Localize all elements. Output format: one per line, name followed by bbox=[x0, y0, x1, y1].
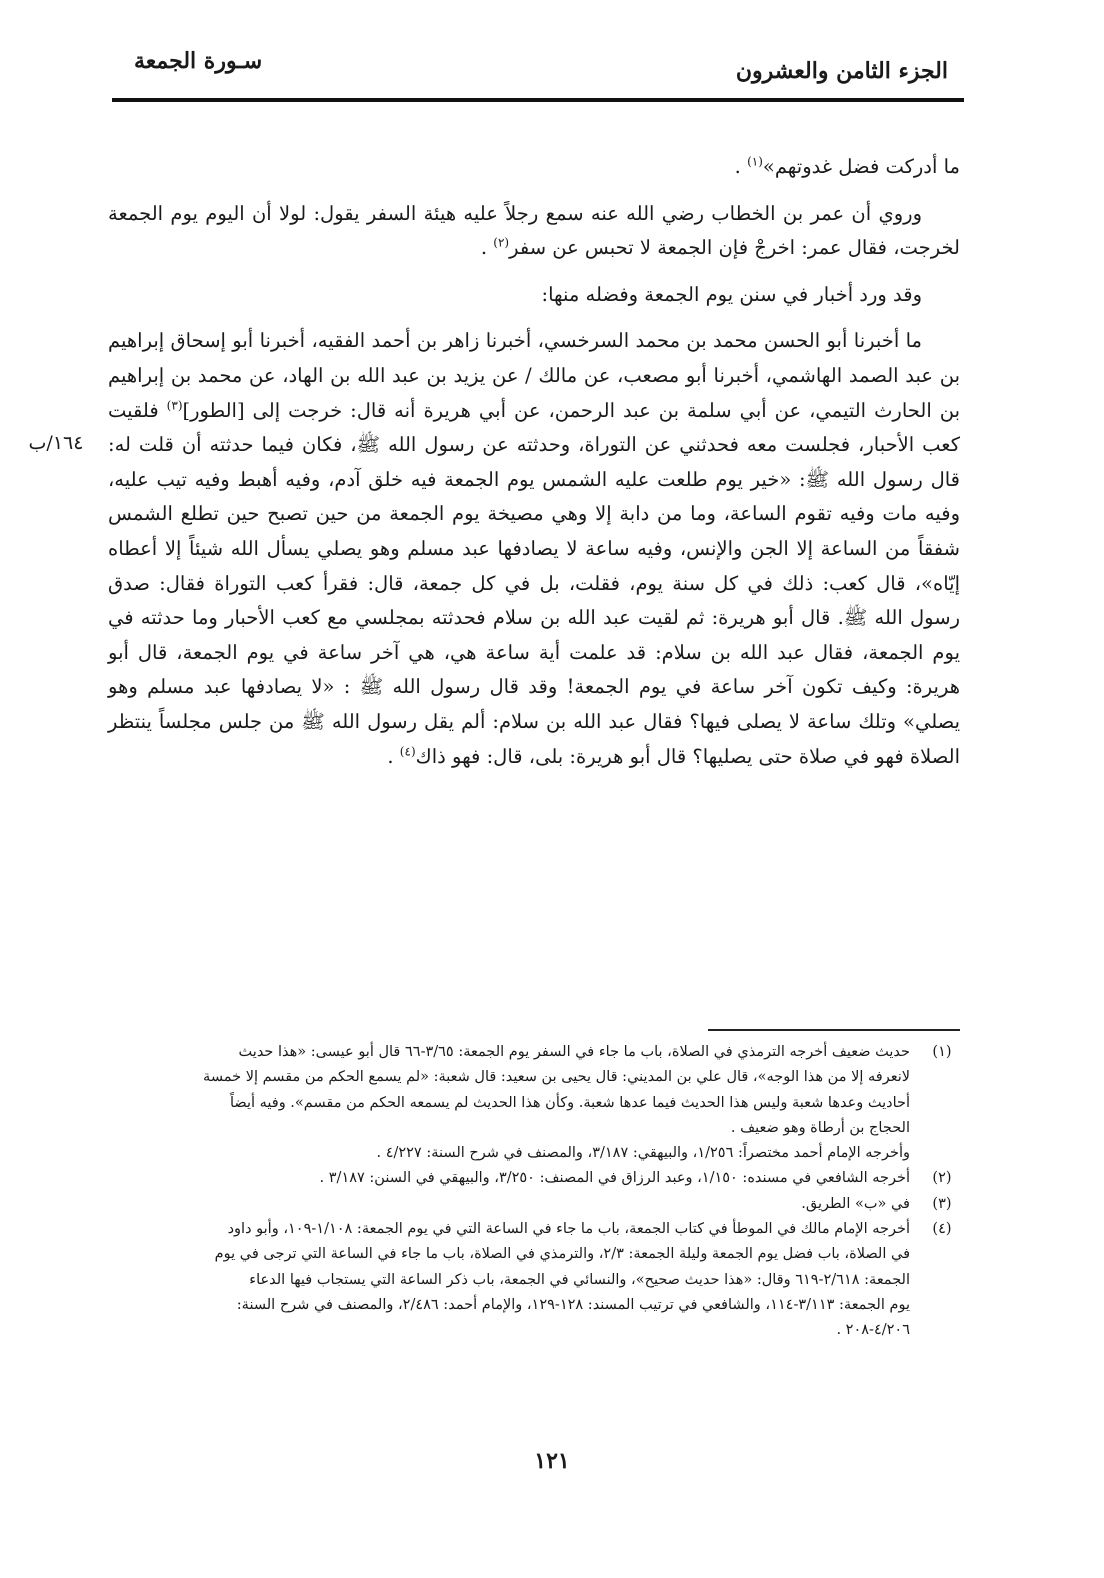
margin-folio-note: ١٦٤/ب bbox=[28, 432, 84, 454]
running-header bbox=[112, 44, 960, 92]
paragraph-2 bbox=[108, 197, 960, 266]
footnote-ref-3: (٣) bbox=[166, 398, 183, 413]
footnote-line: أخرجه الشافعي في مسنده: ١/١٥٠، وعبد الرزاق في المصنف: ٣/٢٥٠، والبيهقي في السنن: ٣/١٨٧ . bbox=[319, 1170, 910, 1187]
footnote-ref-1: (١) bbox=[747, 154, 763, 169]
footnote-line: أخرجه الإمام مالك في الموطأ في كتاب الجمعة، باب ما جاء في الساعة التي في يوم الجمعة: ١/١٠٨-١٠٩، وأبو داود bbox=[227, 1221, 910, 1238]
part-title: الجزء الثامن والعشرون bbox=[735, 58, 948, 84]
footnote-1 bbox=[104, 1040, 962, 1141]
footnote-1-extra: وأخرجه الإمام أحمد مختصراً: ١/٢٥٦، والبيهقي: ٣/١٨٧، والمصنف في شرح السنة: ٤/٢٢٧ . bbox=[376, 1145, 910, 1162]
paragraph-1 bbox=[108, 150, 960, 185]
paragraph-4-end: . bbox=[387, 744, 400, 768]
paragraph-2-end: . bbox=[480, 236, 494, 260]
footnote-line: الجمعة: ٢/٦١٨-٦١٩ وقال: «هذا حديث صحيح»، والنسائي في الجمعة، باب ذكر الساعة التي يستجاب فيها الدعاء bbox=[249, 1271, 910, 1288]
footnote-number: (٤) bbox=[932, 1221, 952, 1238]
paragraph-4-text-a: ما أخبرنا أبو الحسن محمد بن محمد السرخسي، أخبرنا زاهر بن أحمد الفقيه، أخبرنا أبو إسحاق إبراهيم بن عبد الصمد الهاشمي، أخبرنا أبو مصعب، عن مالك / عن يزيد بن عبد الله بن الهاد، عن محمد بن إبراهيم بن الحارث التيمي، عن أبي سلمة بن عبد الرحمن، عن أبي هريرة أنه قال: خرجت إلى [الطور] bbox=[108, 329, 960, 422]
footnote-line: في «ب» الطريق. bbox=[801, 1195, 910, 1212]
footnote-2 bbox=[104, 1166, 962, 1191]
footnote-number: (٢) bbox=[932, 1170, 952, 1187]
page-number: ١٢١ bbox=[534, 1448, 570, 1474]
footnote-line: الحجاج بن أرطاة وهو ضعيف . bbox=[730, 1119, 910, 1136]
paragraph-1-end: . bbox=[734, 155, 748, 178]
footnote-line: أحاديث وعدها شعبة وليس هذا الحديث فيما عدها شعبة. وكأن هذا الحديث لم يسمعه الحكم من مقسم». وفيه أيضاً bbox=[229, 1094, 910, 1111]
paragraph-2-text: وروي أن عمر بن الخطاب رضي الله عنه سمع رجلاً عليه هيئة السفر يقول: لولا أن اليوم يوم الجمعة لخرجت، فقال عمر: اخرجْ فإن الجمعة لا تحبس عن سفر bbox=[108, 201, 960, 260]
footnote-rule bbox=[708, 1029, 960, 1031]
header-rule bbox=[112, 98, 964, 102]
footnote-ref-4: (٤) bbox=[399, 744, 416, 758]
footnote-ref-2: (٢) bbox=[493, 235, 510, 250]
footnote-line: يوم الجمعة: ٣/١١٣-١١٤، والشافعي في ترتيب المسند: ١٢٨-١٢٩، والإمام أحمد: ٢/٤٨٦، والمصنف في شرح السنة: bbox=[236, 1296, 910, 1313]
footnote-3 bbox=[104, 1192, 962, 1217]
paragraph-3: وقد ورد أخبار في سنن يوم الجمعة وفضله منها: bbox=[541, 282, 922, 306]
footnote-line: حديث ضعيف أخرجه الترمذي في الصلاة، باب ما جاء في السفر يوم الجمعة: ٣/٦٥-٦٦ قال أبو عيسى: «هذا حديث bbox=[238, 1044, 910, 1060]
surah-title: سـورة الجمعة bbox=[134, 48, 263, 74]
footnote-line: ٤/٢٠٦-٢٠٨ . bbox=[836, 1322, 910, 1339]
footnote-number: (٣) bbox=[932, 1195, 952, 1212]
main-text bbox=[108, 150, 960, 774]
footnotes bbox=[104, 1040, 962, 1344]
footnote-line: في الصلاة، باب فضل يوم الجمعة وليلة الجمعة: ٢/٣، والترمذي في الصلاة، باب ما جاء في الساعة التي ترجى في يوم bbox=[214, 1246, 910, 1263]
footnote-4 bbox=[104, 1217, 962, 1343]
paragraph-4-text-b: فلقيت كعب الأحبار، فجلست معه فحدثني عن التوراة، وحدثته عن رسول الله ﷺ، فكان فيما حدثته أن قلت له: قال رسول الله ﷺ: «خير يوم طلعت عليه الشمس يوم الجمعة فيه خلق آدم، وفيه أهبط وفيه تيب عليه، وفيه مات وفيه تقوم الساعة، وما من دابة إلا وهي مصيخة يوم الجمعة من حين تصبح حين تطلع الشمس شفقاً من الساعة إلا الجن والإنس، وفيه ساعة لا يصادفها عبد مسلم وهو يصلي يسأل الله شيئاً إلا أعطاه إيّاه»، قال كعب: ذلك في كل سنة يوم، فقلت، بل في كل جمعة، قال: فقرأ كعب التوراة فقال: صدق رسول الله ﷺ. قال أبو هريرة: ثم لقيت عبد الله بن سلام فحدثته بمجلسي مع كعب الأحبار وما حدثته في يوم الجمعة، فقال عبد الله بن سلام: قد علمت أية ساعة هي، هي آخر ساعة في يوم الجمعة، قال أبو هريرة: وكيف تكون آخر ساعة في يوم الجمعة! وقد قال رسول الله ﷺ : «لا يصادفها عبد مسلم وهو يصلي» وتلك ساعة لا يصلى فيها؟ فقال عبد الله بن سلام: ألم يقل رسول الله ﷺ من جلس مجلساً ينتظر الصلاة فهو في صلاة حتى يصليها؟ قال أبو هريرة: بلى، قال: فهو ذاك bbox=[108, 398, 960, 768]
paragraph-1-text: ما أدركت فضل غدوتهم» bbox=[762, 155, 960, 178]
footnote-number: (١) bbox=[932, 1044, 952, 1060]
footnote-line: لانعرفه إلا من هذا الوجه»، قال علي بن المديني: قال يحيى بن سعيد: قال شعبة: «لم يسمع الحكم من مقسم إلا خمسة bbox=[203, 1069, 910, 1086]
paragraph-4 bbox=[108, 324, 960, 774]
